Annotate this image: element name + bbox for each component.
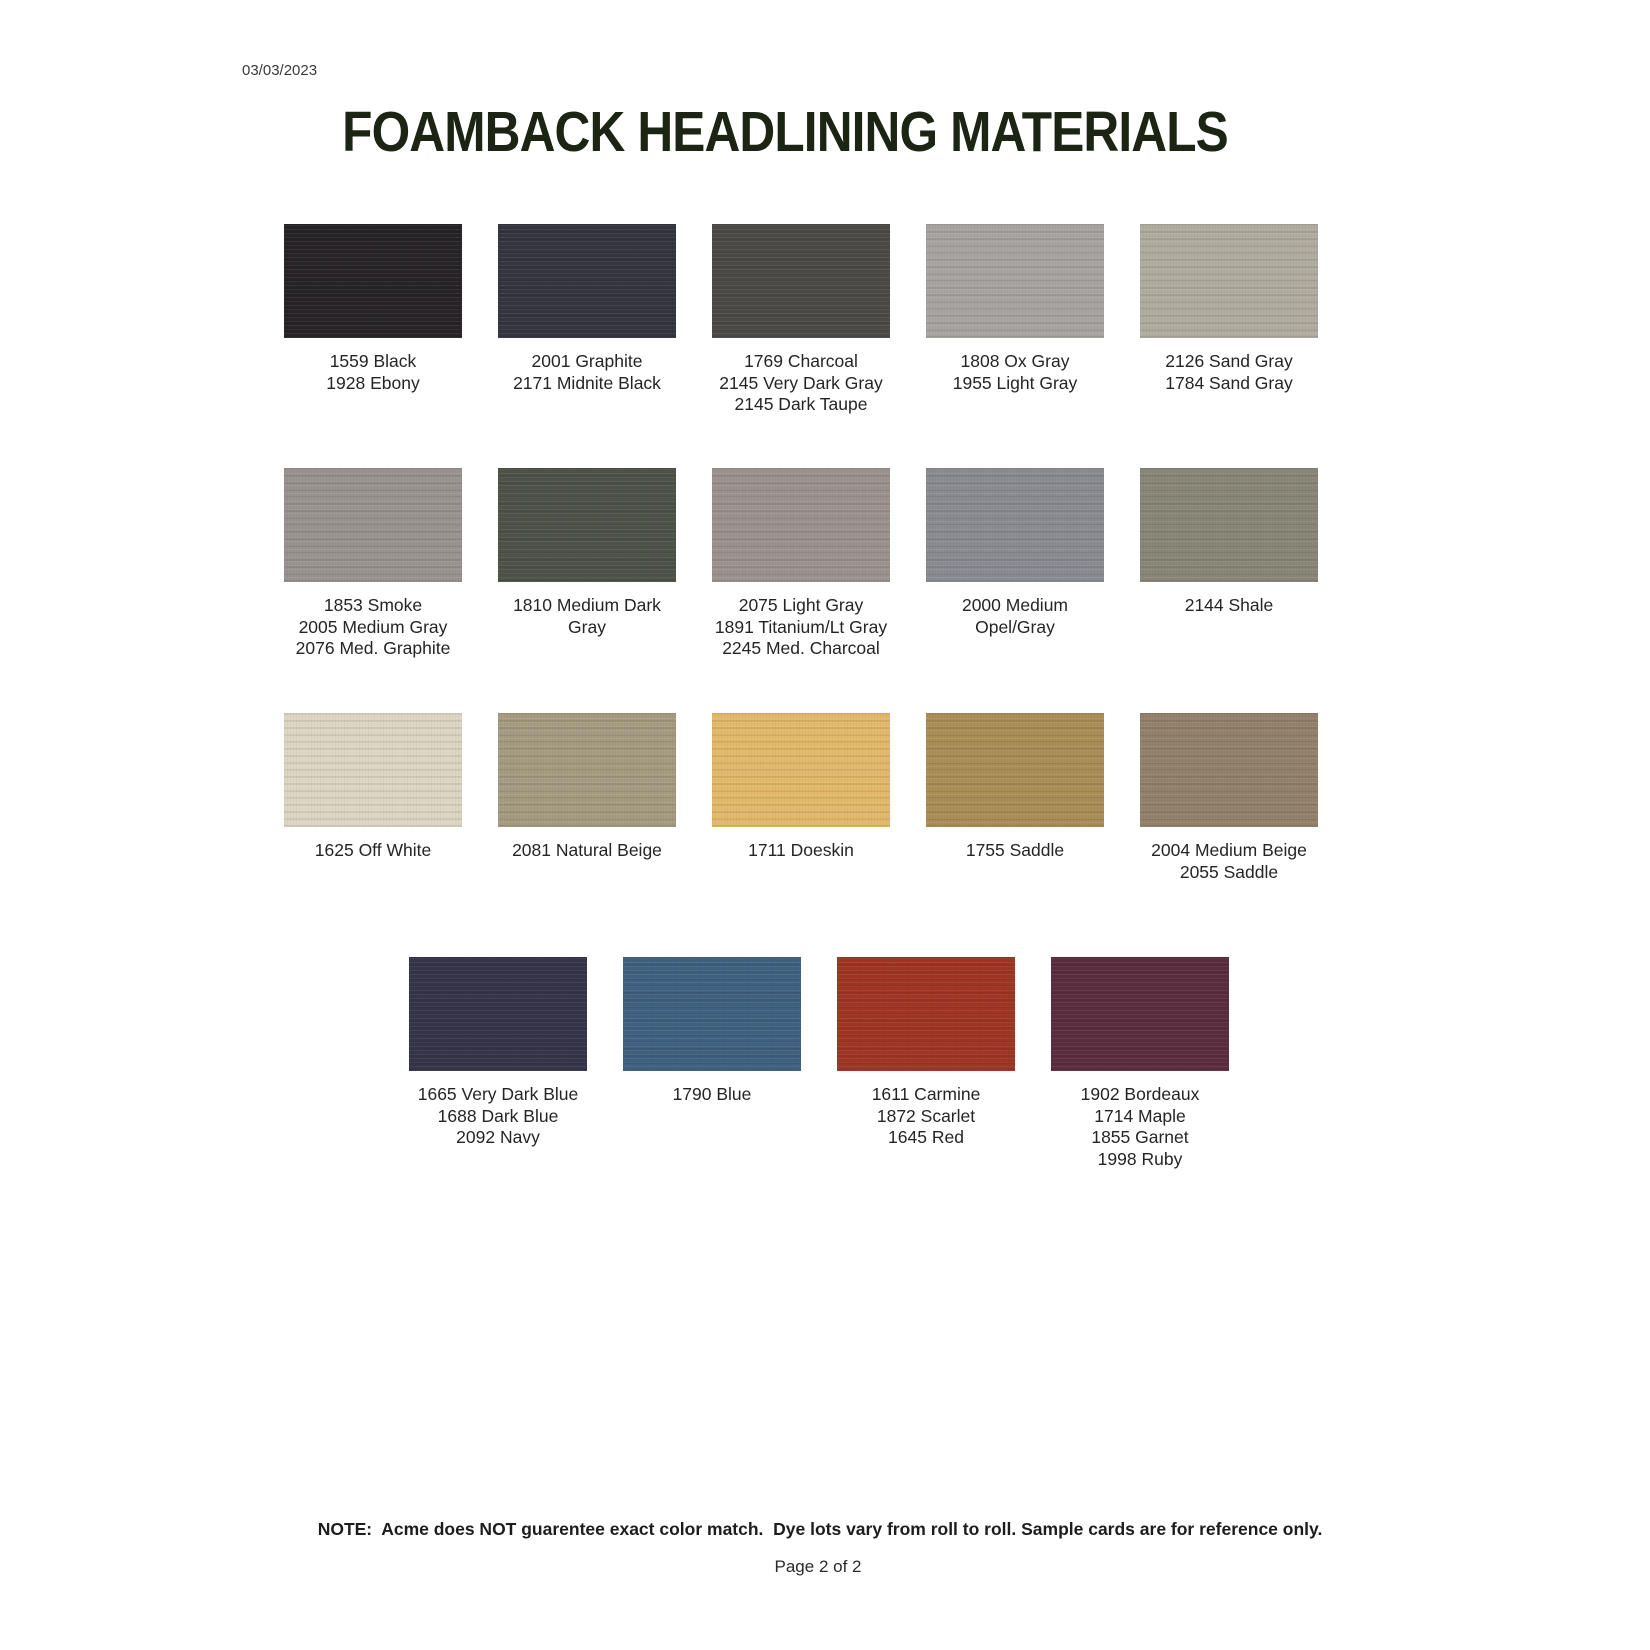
swatch-label-line: Opel/Gray: [975, 616, 1055, 637]
swatch-labels: [1185, 595, 1274, 617]
swatch-labels: [315, 840, 431, 862]
swatch-labels: [872, 1084, 981, 1149]
swatch-label-line: 1853 Smoke: [323, 595, 423, 615]
fabric-swatch-image: [1140, 468, 1318, 582]
fabric-swatch-image: [1140, 224, 1318, 338]
fabric-swatch-image: [498, 224, 676, 338]
swatch-label-line: 2145 Dark Taupe: [734, 394, 868, 414]
fabric-swatch-image: [837, 957, 1015, 1071]
swatch-label-line: 2076 Med. Graphite: [295, 638, 451, 658]
fabric-swatch-image: [712, 713, 890, 827]
swatch-card: [694, 713, 908, 883]
swatch-label-line: 1769 Charcoal: [744, 351, 858, 371]
fabric-swatch-image: [623, 957, 801, 1071]
swatch-card: [1122, 713, 1336, 883]
swatch-card: [819, 957, 1033, 1170]
swatch-label-line: 2004 Medium Beige: [1151, 840, 1307, 860]
swatch-label-line: 2075 Light Gray: [738, 595, 864, 615]
swatch-labels: [953, 351, 1078, 394]
swatch-label-line: 1928 Ebony: [326, 372, 420, 393]
swatch-labels: [966, 840, 1064, 862]
fabric-swatch-image: [498, 713, 676, 827]
swatch-label-line: 1625 Off White: [314, 840, 432, 860]
swatch-label-line: 2000 Medium: [961, 595, 1069, 615]
swatch-labels: [962, 595, 1068, 638]
swatch-label-line: 1790 Blue: [672, 1084, 752, 1104]
swatch-card: [1122, 224, 1336, 416]
swatch-card: [480, 468, 694, 660]
swatch-card: [908, 224, 1122, 416]
swatch-card: [605, 957, 819, 1170]
swatch-labels: [296, 595, 451, 660]
swatch-labels: [418, 1084, 579, 1149]
swatch-row: [266, 468, 1336, 660]
swatch-label-line: 1755 Saddle: [965, 840, 1065, 860]
swatch-label-line: 1611 Carmine: [871, 1084, 981, 1104]
swatch-card: [908, 713, 1122, 883]
swatch-labels: [513, 351, 661, 394]
swatch-card: [266, 713, 480, 883]
fabric-swatch-image: [284, 468, 462, 582]
fabric-swatch-image: [1140, 713, 1318, 827]
swatch-labels: [719, 351, 882, 416]
swatch-label-line: 1808 Ox Gray: [960, 351, 1070, 371]
swatch-label-line: 1955 Light Gray: [952, 372, 1078, 393]
swatch-label-line: 2001 Graphite: [531, 351, 643, 371]
fabric-swatch-image: [712, 224, 890, 338]
swatch-label-line: 2055 Saddle: [1179, 861, 1279, 882]
swatch-row: [391, 957, 1247, 1170]
page-date: 03/03/2023: [242, 62, 318, 79]
swatch-row: [266, 713, 1336, 883]
swatch-labels: [748, 840, 854, 862]
swatch-row: [266, 224, 1336, 416]
swatch-card: [266, 468, 480, 660]
swatch-label-line: 1688 Dark Blue: [437, 1105, 559, 1126]
page-number: Page 2 of 2: [774, 1557, 862, 1576]
swatch-label-line: 2081 Natural Beige: [512, 840, 662, 860]
swatch-labels: [1165, 351, 1292, 394]
note-text: NOTE: Acme does NOT guarentee exact color match. Dye lots vary from roll to roll. Sample cards are for reference only.: [317, 1519, 1323, 1539]
fabric-swatch-image: [409, 957, 587, 1071]
fabric-swatch-image: [284, 224, 462, 338]
fabric-swatch-image: [712, 468, 890, 582]
fabric-swatch-image: [926, 224, 1104, 338]
swatch-card: [1122, 468, 1336, 660]
swatch-labels: [1081, 1084, 1200, 1170]
swatch-label-line: 2144 Shale: [1184, 595, 1274, 615]
swatch-label-line: 1872 Scarlet: [876, 1105, 976, 1126]
swatch-labels: [326, 351, 419, 394]
fabric-swatch-image: [926, 468, 1104, 582]
swatch-label-line: 1559 Black: [329, 351, 417, 371]
swatch-label-line: 1714 Maple: [1094, 1105, 1186, 1126]
swatch-label-line: 2005 Medium Gray: [298, 616, 448, 637]
swatch-labels: [715, 595, 887, 660]
swatch-card: [694, 224, 908, 416]
swatch-card: [694, 468, 908, 660]
swatch-card: [480, 713, 694, 883]
swatch-label-line: 2245 Med. Charcoal: [722, 638, 880, 658]
swatch-card: [1033, 957, 1247, 1170]
swatch-label-line: 1891 Titanium/Lt Gray: [714, 616, 888, 637]
swatch-label-line: 1998 Ruby: [1097, 1148, 1183, 1169]
swatch-labels: [513, 595, 661, 638]
fabric-swatch-image: [1051, 957, 1229, 1071]
swatch-label-line: 1711 Doeskin: [748, 840, 854, 860]
swatch-card: [391, 957, 605, 1170]
swatch-label-line: Gray: [568, 616, 606, 637]
fabric-swatch-image: [498, 468, 676, 582]
fabric-swatch-image: [926, 713, 1104, 827]
page-title: FOAMBACK HEADLINING MATERIALS: [342, 100, 1228, 164]
swatch-label-line: 1855 Garnet: [1091, 1127, 1189, 1147]
fabric-swatch-image: [284, 713, 462, 827]
swatch-labels: [512, 840, 662, 862]
swatch-card: [266, 224, 480, 416]
swatch-labels: [1151, 840, 1307, 883]
swatch-label-line: 1902 Bordeaux: [1080, 1084, 1200, 1104]
swatch-label-line: 2171 Midnite Black: [513, 372, 661, 393]
swatch-label-line: 1784 Sand Gray: [1165, 372, 1293, 393]
swatch-label-line: 1665 Very Dark Blue: [417, 1084, 579, 1104]
swatch-label-line: 2092 Navy: [456, 1127, 540, 1147]
swatch-label-line: 2126 Sand Gray: [1165, 351, 1293, 371]
swatch-labels: [673, 1084, 752, 1106]
swatch-label-line: 1810 Medium Dark: [513, 595, 661, 615]
swatch-card: [908, 468, 1122, 660]
swatch-label-line: 2145 Very Dark Gray: [719, 372, 883, 393]
swatch-card: [480, 224, 694, 416]
swatch-label-line: 1645 Red: [888, 1127, 964, 1147]
